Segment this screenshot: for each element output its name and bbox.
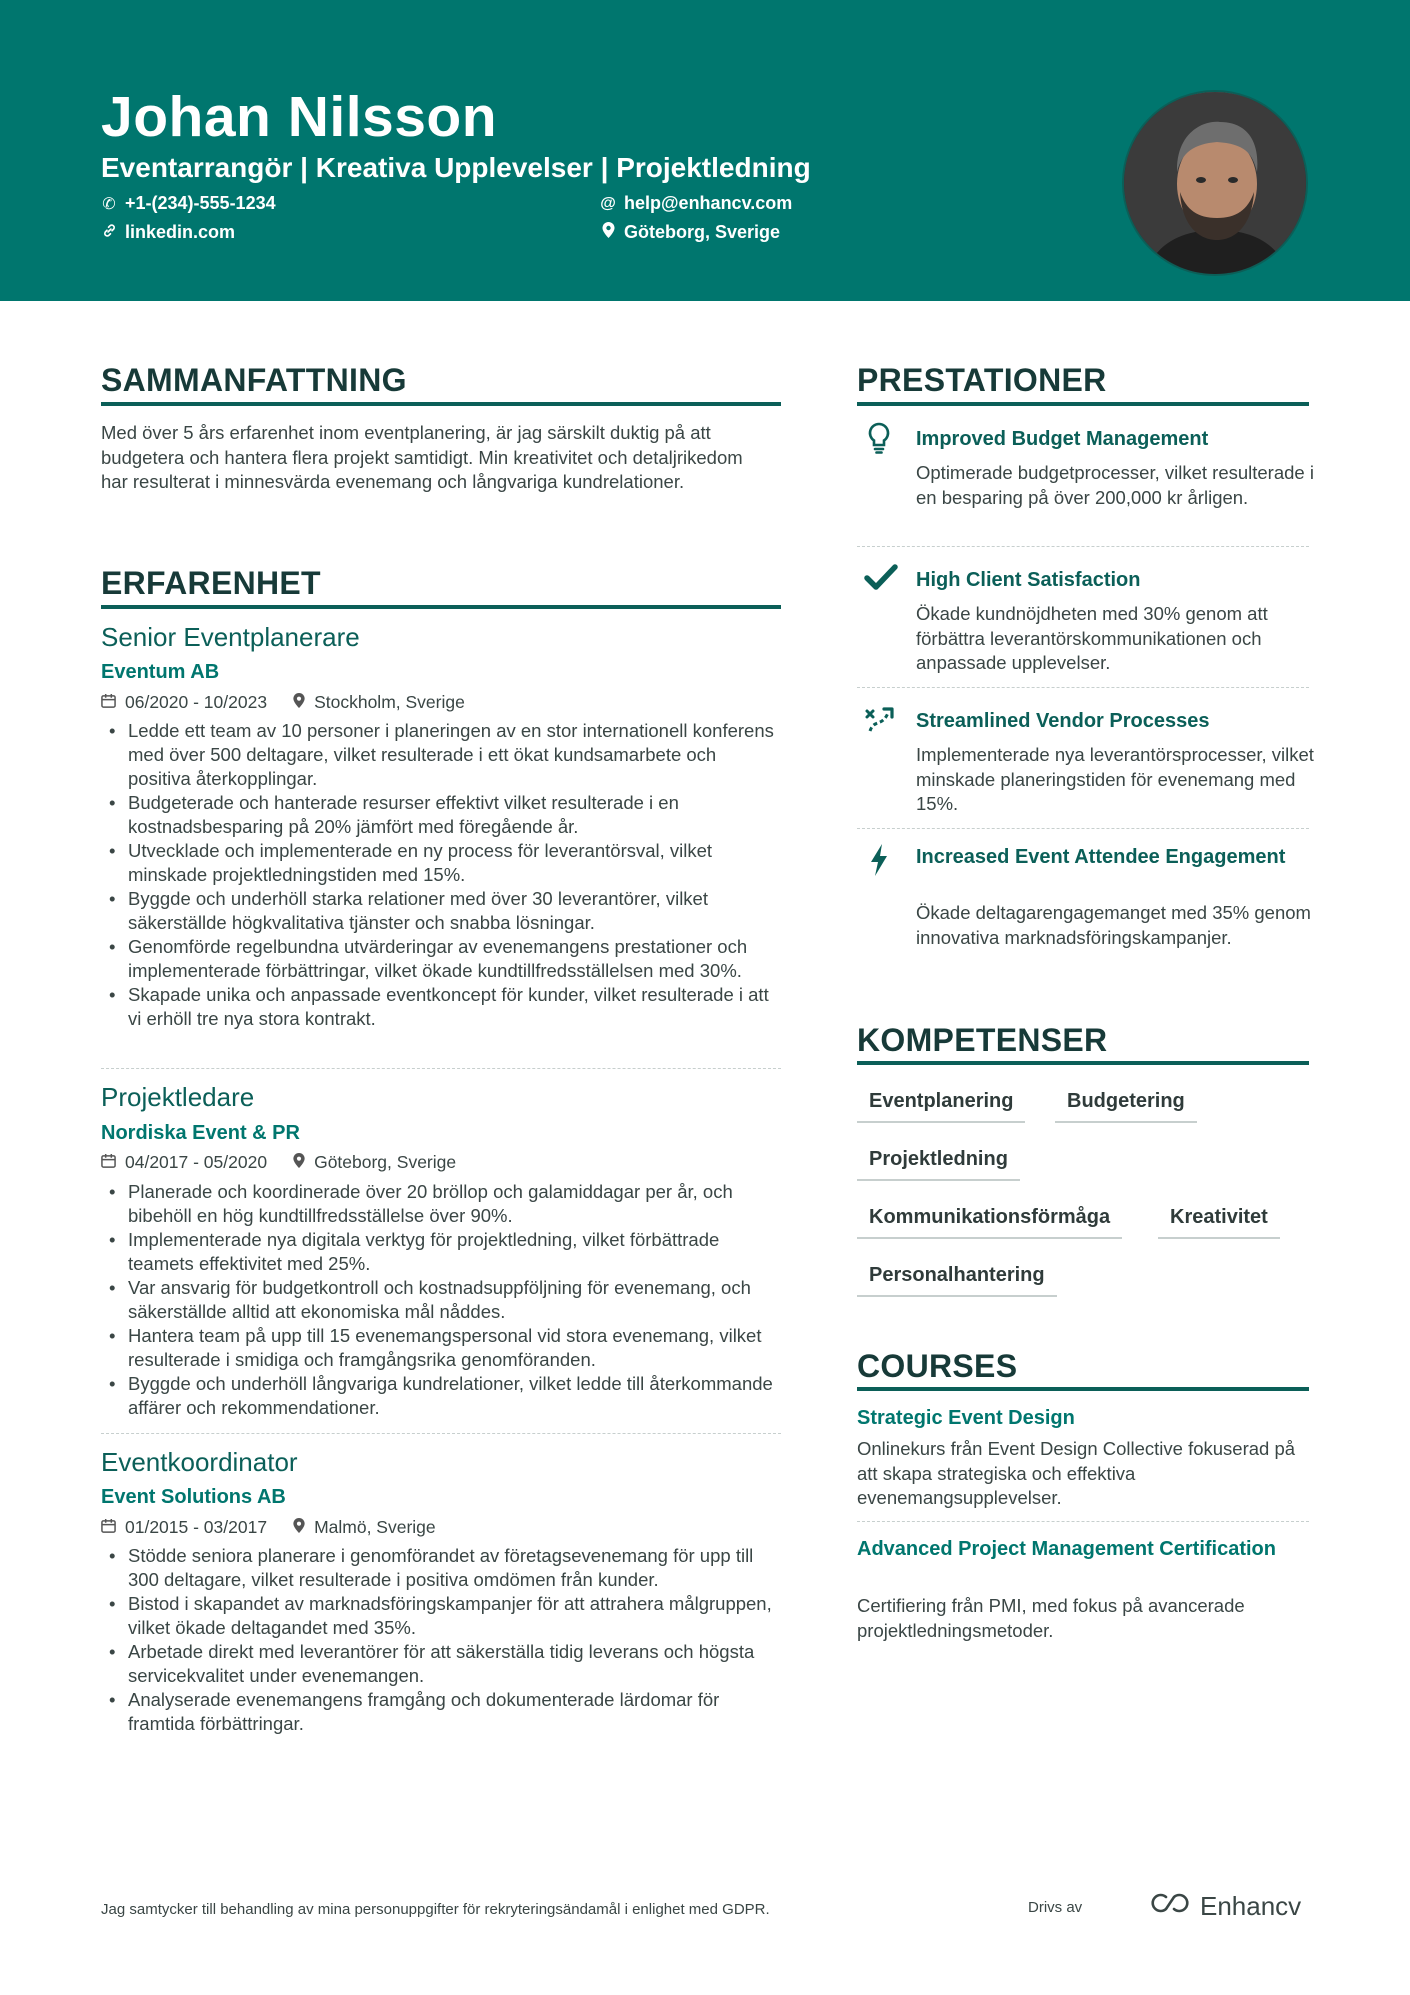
achievement-desc: Implementerade nya leverantörsprocesser, vilket minskade planeringstiden för evenemang med 15%. (916, 744, 1314, 814)
list-item: • Utvecklade och implementerade en ny process för leverantörsval, vilket minskade projektledningstiden med 15%. (101, 839, 781, 887)
lightbulb-icon (864, 422, 894, 456)
linkedin-text[interactable]: linkedin.com (125, 222, 236, 242)
job-meta (101, 1517, 436, 1538)
header-banner (0, 0, 1410, 301)
job-meta (101, 1152, 456, 1173)
contact-linkedin[interactable] (101, 222, 235, 243)
list-item: • Ledde ett team av 10 personer i planeringen av en stor internationell konferens med över 500 deltagare, vilket resulterade i ett ökat kundsamarbete och positiva återkopplingar. (101, 719, 781, 791)
lightning-icon (864, 843, 894, 877)
enhancv-logo[interactable] (1146, 1891, 1301, 1922)
achievement-desc: Ökade deltagarengagemanget med 35% genom innovativa marknadsföringskampanjer. (916, 902, 1311, 948)
phone-text: +1-(234)-555-1234 (125, 193, 276, 213)
candidate-name: Johan Nilsson (101, 85, 498, 149)
job-location: Göteborg, Sverige (314, 1152, 457, 1172)
job-location: Stockholm, Sverige (314, 692, 465, 712)
checkmark-icon (864, 563, 894, 597)
achievement-title: Increased Event Attendee Engagement (916, 846, 1286, 868)
calendar-icon (101, 693, 116, 712)
enhancv-logo-icon (1146, 1891, 1192, 1922)
job-company: Event Solutions AB (101, 1486, 286, 1508)
summary-heading: SAMMANFATTNING (101, 362, 407, 398)
job-dates: 06/2020 - 10/2023 (125, 692, 268, 712)
at-icon: @ (600, 194, 616, 212)
contact-location (600, 222, 780, 243)
job-bullets (101, 1544, 781, 1736)
achievement-title: High Client Satisfaction (916, 569, 1141, 591)
achievement-desc: Optimerade budgetprocesser, vilket resulterade i en besparing på över 200,000 kr årligen. (916, 462, 1314, 508)
list-item: • Budgeterade och hanterade resurser effektivt vilket resulterade i en kostnadsbesparing på 20% jämfört med föregående år. (101, 791, 781, 839)
email-text[interactable]: help@enhancv.com (624, 193, 793, 213)
course-desc: Onlinekurs från Event Design Collective fokuserad på att skapa strategiska och effektiva evenemangsupplevelser. (857, 1438, 1296, 1508)
skill-tag: Eventplanering (857, 1090, 1025, 1123)
courses-rule (857, 1387, 1309, 1391)
list-item: • Byggde och underhöll långvariga kundrelationer, vilket ledde till återkommande affärer och rekommendationer. (101, 1372, 781, 1420)
job-bullets (101, 719, 781, 1031)
job-role: Eventkoordinator (101, 1447, 298, 1477)
summary-text: Med över 5 års erfarenhet inom eventplanering, är jag särskilt duktig på att budgetera och hantera flera projekt samtidigt. Min kreativitet och detaljrikedom har resulterat i minnesvärda evenemang och långvariga kundrelationer. (101, 422, 743, 492)
list-item: • Bistod i skapandet av marknadsföringskampanjer för att attrahera målgruppen, vilket ökade deltagandet med 35%. (101, 1592, 781, 1640)
divider (101, 1068, 781, 1069)
divider (857, 546, 1309, 547)
skill-tag: Kommunikationsförmåga (857, 1206, 1122, 1239)
divider (857, 828, 1309, 829)
location-pin-icon (293, 1153, 305, 1172)
job-company: Nordiska Event & PR (101, 1122, 300, 1144)
experience-heading: ERFARENHET (101, 565, 321, 601)
course-title: Strategic Event Design (857, 1407, 1075, 1429)
skill-tag: Budgetering (1055, 1090, 1197, 1123)
route-icon (864, 703, 894, 737)
phone-icon: ✆ (102, 195, 116, 213)
job-dates: 01/2015 - 03/2017 (125, 1517, 268, 1537)
contact-phone (101, 193, 276, 214)
list-item: • Implementerade nya digitala verktyg för projektledning, vilket förbättrade teamets effektivitet med 25%. (101, 1228, 781, 1276)
skill-tag: Projektledning (857, 1148, 1020, 1181)
list-item: • Skapade unika och anpassade eventkoncept för kunder, vilket resulterade i att vi erhöll tre nya stora kontrakt. (101, 983, 781, 1031)
profile-photo (1122, 90, 1308, 276)
location-text: Göteborg, Sverige (624, 222, 781, 242)
skills-heading: KOMPETENSER (857, 1022, 1108, 1058)
gdpr-consent: Jag samtycker till behandling av mina personuppgifter för rekryteringsändamål i enlighet med GDPR. (101, 1901, 770, 1918)
list-item: • Hantera team på upp till 15 evenemangspersonal vid stora evenemang, vilket resulterade i smidiga och framgångsrika genomföranden. (101, 1324, 781, 1372)
job-bullets (101, 1180, 781, 1420)
calendar-icon (101, 1153, 116, 1172)
course-title: Advanced Project Management Certification (857, 1538, 1276, 1560)
achievement-title: Streamlined Vendor Processes (916, 710, 1210, 732)
list-item: • Byggde och underhöll starka relationer med över 30 leverantörer, vilket säkerställde högkvalitativa tjänster och snabba lösningar. (101, 887, 781, 935)
skill-tag: Kreativitet (1158, 1206, 1280, 1239)
list-item: • Arbetade direkt med leverantörer för att säkerställa tidig leverans och högsta servicekvalitet under evenemangen. (101, 1640, 781, 1688)
link-icon (101, 223, 117, 243)
experience-rule (101, 605, 781, 609)
list-item: • Planerade och koordinerade över 20 bröllop och galamiddagar per år, och bibehöll en hög kundtillfredsställelse över 90%. (101, 1180, 781, 1228)
location-pin-icon (293, 1518, 305, 1537)
skill-tag: Personalhantering (857, 1264, 1057, 1297)
job-location: Malmö, Sverige (314, 1517, 436, 1537)
job-company: Eventum AB (101, 661, 220, 683)
divider (857, 687, 1309, 688)
location-pin-icon (600, 222, 616, 243)
divider (857, 1521, 1309, 1522)
powered-by-label: Drivs av (1028, 1899, 1083, 1916)
courses-heading: COURSES (857, 1348, 1018, 1384)
list-item: • Var ansvarig för budgetkontroll och kostnadsuppföljning för evenemang, och säkerställde alltid att ekonomiska mål nåddes. (101, 1276, 781, 1324)
summary-rule (101, 402, 781, 406)
job-role: Senior Eventplanerare (101, 622, 360, 652)
candidate-title: Eventarrangör | Kreativa Upplevelser | Projektledning (101, 152, 811, 183)
achievements-heading: PRESTATIONER (857, 362, 1107, 398)
list-item: • Stödde seniora planerare i genomförandet av företagsevenemang för upp till 300 deltagare, vilket resulterade i positiva omdömen från kunder. (101, 1544, 781, 1592)
list-item: • Analyserade evenemangens framgång och dokumenterade lärdomar för framtida förbättringar. (101, 1688, 781, 1736)
calendar-icon (101, 1518, 116, 1537)
job-meta (101, 692, 465, 713)
achievement-desc: Ökade kundnöjdheten med 30% genom att förbättra leverantörskommunikationen och anpassade upplevelser. (916, 603, 1268, 673)
divider (101, 1433, 781, 1434)
contact-email[interactable] (600, 193, 792, 214)
skills-rule (857, 1061, 1309, 1065)
enhancv-logo-text: Enhancv (1200, 1891, 1302, 1921)
location-pin-icon (293, 693, 305, 712)
achievement-title: Improved Budget Management (916, 428, 1209, 450)
job-dates: 04/2017 - 05/2020 (125, 1152, 268, 1172)
job-role: Projektledare (101, 1082, 255, 1112)
list-item: • Genomförde regelbundna utvärderingar av evenemangens prestationer och implementerade förbättringar, vilket ökade kundtillfredsställelsen med 30%. (101, 935, 781, 983)
achievements-rule (857, 402, 1309, 406)
course-desc: Certifiering från PMI, med fokus på avancerade projektledningsmetoder. (857, 1595, 1245, 1641)
